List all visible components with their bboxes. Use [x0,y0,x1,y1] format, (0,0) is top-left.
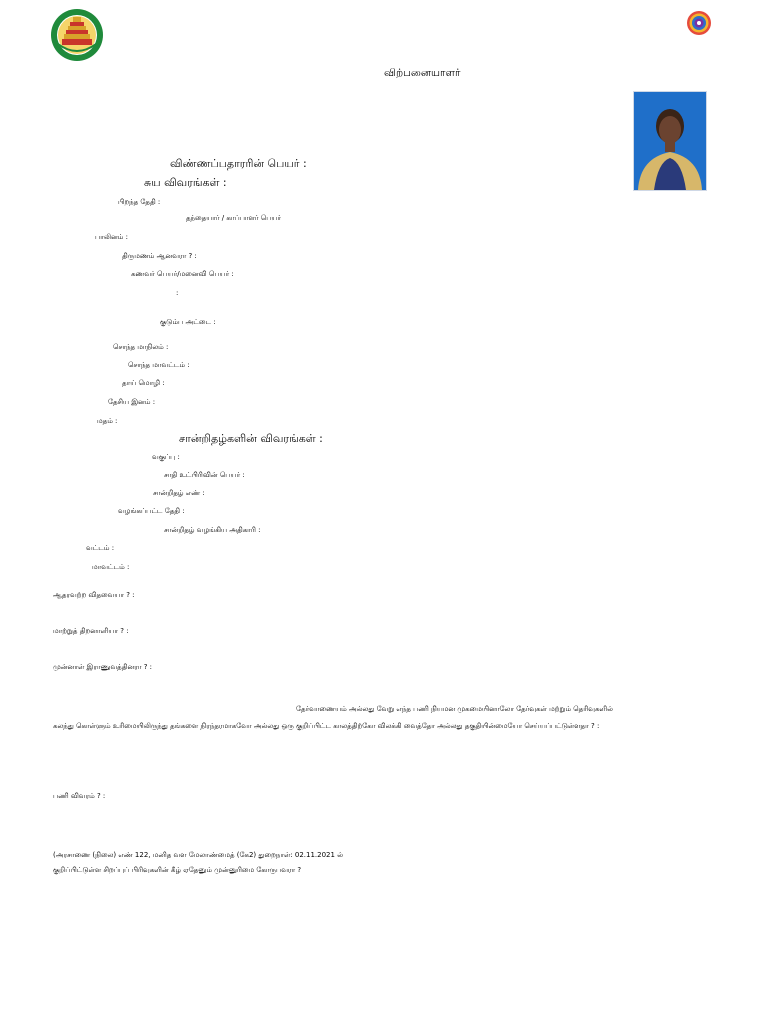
personal-details-heading: சுய விவரங்கள் : [144,176,227,189]
district-label: சொந்த மாவட்டம் : [128,361,190,369]
religion-label: மதம் : [97,417,118,425]
govt-order-line1: (அரசாணை (நிலை) எண் 122, மனித வள மேலாண்மைத் (கே2) துறைநாள்: 02.11.2021 ல் [53,851,344,859]
debarred-question-line1: தேர்வாணையம் அல்லது வேறு எந்த பணி நியமன முகமையினாலோ தேர்வுகள் மற்றும் தெரிவுகளில் [296,705,613,713]
nationality-label: தேசிய இனம் : [108,398,156,406]
state-label: சொந்த மாநிலம் : [113,343,169,351]
ex-serviceman-question: முன்னாள் இராணுவத்தினரா ? : [53,663,153,671]
page-title: விற்பனையாளர் [384,67,461,79]
ration-card-label: குடும்ப அட்டை : [160,318,216,326]
differently-abled-question: மாற்றுத் திறனாளியா ? : [53,627,129,635]
category-label: வகுப்பு : [152,453,180,461]
guardian-label: தந்தையார் / காப்பாளர் பெயர் [186,214,282,222]
applicant-name-label: விண்ணப்பதாரரின் பெயர் : [170,157,307,170]
issue-date-label: வழங்கப்பட்ட தேதி : [118,507,185,515]
married-label: திருமணம் ஆனவரா ? : [122,252,197,260]
dob-label: பிறந்த தேதி : [118,198,161,206]
taluk-label: வட்டம் : [86,544,115,552]
gender-label: பாலினம் : [95,233,129,241]
certificate-district-label: மாவட்டம் : [92,563,130,571]
certificate-heading: சான்றிதழ்களின் விவரங்கள் : [179,432,323,445]
debarred-question-line2: கலந்து கொள்ளும் உரிமையிலிருந்து தங்களை நிரந்தரமாகவோ அல்லது ஒரு குறிப்பிட்ட காலத்திற்கோ விலக்கி வைத்தோ அல்லது தகுதியின்மையோ செய்யப்பட்டுள்ளதா ? : [53,722,600,730]
color-ring-logo-icon [686,10,712,36]
issuing-authority-label: சான்றிதழ் வழங்கிய அதிகாரி : [164,526,261,534]
caste-label: சாதி உட்பிரிவின் பெயர் : [164,471,245,479]
destitute-widow-question: ஆதரவற்ற விதவையா ? : [53,591,135,599]
spouse-label: கணவர் பெயர்/மனைவி பெயர் : [131,270,234,278]
applicant-photo [633,91,707,191]
tamil-nadu-emblem-icon [50,8,104,62]
certificate-number-label: சான்றிதழ் எண் : [153,489,205,497]
mother-tongue-label: தாய் மொழி : [122,379,165,387]
govt-order-line2: குறிப்பிட்டுள்ள சிறப்புப் பிரிவுகளின் கீழ் ஏதேனும் முன்னுரிமை கோருபவரா ? [53,866,302,874]
colon-separator: : [176,289,179,297]
employment-details-label: பணி விவரம் ? : [53,792,106,800]
